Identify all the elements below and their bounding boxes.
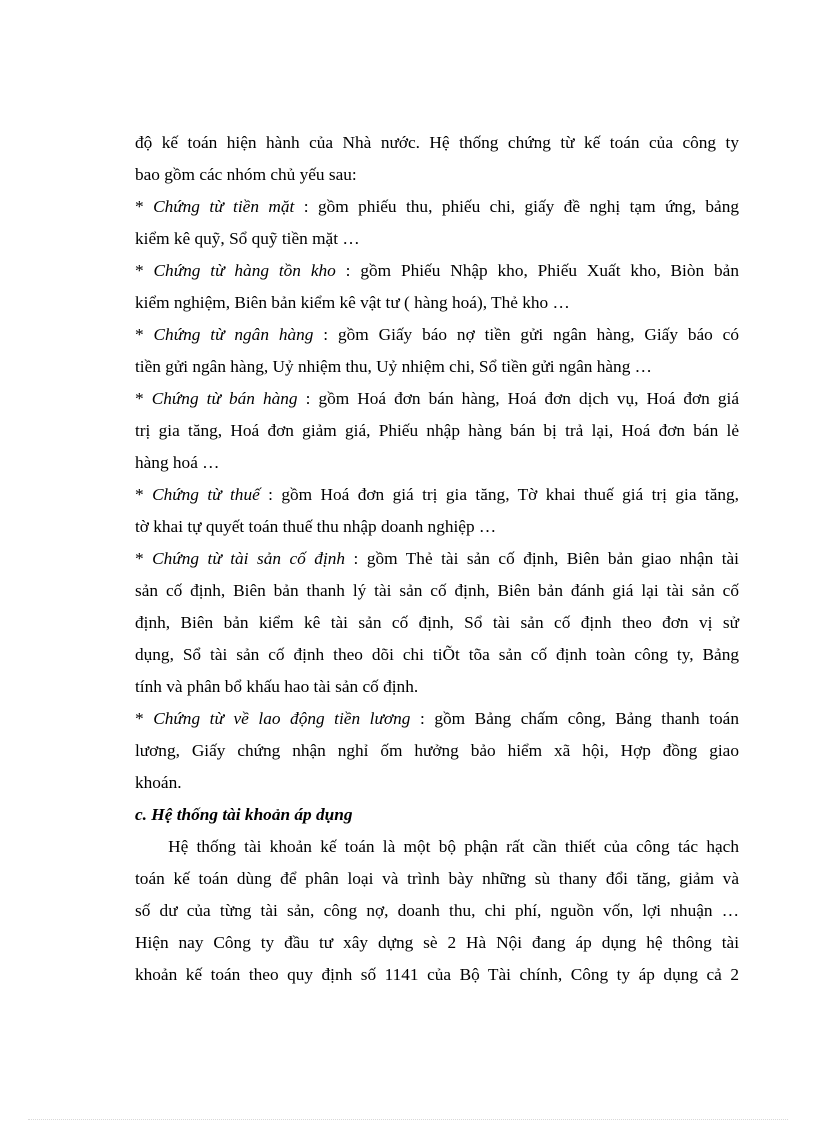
document-body — [135, 127, 739, 991]
bullet-marker: * — [135, 485, 153, 504]
text-line: định, Biên bản kiểm kê tài sản cố định, Sổ tài sản cố định theo đơn vị sử — [135, 613, 739, 632]
bullet-line-inventory-vouchers — [135, 255, 739, 287]
bullet-line-cash-vouchers — [135, 191, 739, 223]
text-line: trị gia tăng, Hoá đơn giảm giá, Phiếu nhập hàng bán bị trả lại, Hoá đơn bán lẻ — [135, 421, 739, 440]
text-line: độ kế toán hiện hành của Nhà nước. Hệ thống chứng từ kế toán của công ty — [135, 133, 739, 152]
text-line: bao gồm các nhóm chủ yếu sau: — [135, 165, 357, 184]
bullet-line-tax-vouchers — [135, 479, 739, 511]
bullet-text: : gồm Giấy báo nợ tiền gửi ngân hàng, Giấy báo có — [313, 325, 739, 344]
bullet-marker: * — [135, 197, 154, 216]
page-footer-divider — [28, 1119, 788, 1120]
bullet-title: Chứng từ về lao động tiền lương — [153, 709, 411, 728]
text-line: khoản kế toán theo quy định số 1141 của Bộ Tài chính, Công ty áp dụng cả 2 — [135, 965, 739, 984]
bullet-text: : gồm Thẻ tài sản cố định, Biên bản giao nhận tài — [345, 549, 739, 568]
bullet-marker: * — [135, 709, 154, 728]
bullet-text: : gồm Bảng chấm công, Bảng thanh toán — [410, 709, 739, 728]
bullet-marker: * — [135, 325, 154, 344]
bullet-marker: * — [135, 261, 154, 280]
text-line: sản cố định, Biên bản thanh lý tài sản cố định, Biên bản đánh giá lại tài sản cố — [135, 581, 739, 600]
text-line: kiểm kê quỹ, Sổ quỹ tiền mặt … — [135, 229, 360, 248]
bullet-text: : gồm phiếu thu, phiếu chi, giấy đề nghị tạm ứng, bảng — [294, 197, 739, 216]
text-line: hàng hoá … — [135, 453, 220, 472]
text-line: lương, Giấy chứng nhận nghỉ ốm hưởng bảo hiểm xã hội, Hợp đồng giao — [135, 741, 739, 760]
bullet-title: Chứng từ ngân hàng — [153, 325, 314, 344]
text-line: Hiện nay Công ty đầu tư xây dựng sè 2 Hà Nội đang áp dụng hệ thông tài — [135, 933, 739, 952]
bullet-title: Chứng từ hàng tồn kho — [153, 261, 336, 280]
bullet-title: Chứng từ thuế — [152, 485, 260, 504]
text-line: tính và phân bổ khấu hao tài sản cố định. — [135, 677, 419, 696]
bullet-marker: * — [135, 389, 152, 408]
text-line: số dư của từng tài sản, công nợ, doanh thu, chi phí, nguồn vốn, lợi nhuận … — [135, 901, 739, 920]
bullet-title: Chứng từ bán hàng — [151, 389, 298, 408]
bullet-line-labor-wage-vouchers — [135, 703, 739, 735]
text-line: khoán. — [135, 773, 182, 792]
text-line: kiểm nghiệm, Biên bản kiểm kê vật tư ( hàng hoá), Thẻ kho … — [135, 293, 570, 312]
bullet-title: Chứng từ tiền mặt — [153, 197, 295, 216]
text-line: tiền gửi ngân hàng, Uỷ nhiệm thu, Uỷ nhiệm chi, Sổ tiền gửi ngân hàng … — [135, 357, 652, 376]
bullet-line-bank-vouchers — [135, 319, 739, 351]
bullet-line-sales-vouchers — [135, 383, 739, 415]
bullet-text: : gồm Hoá đơn giá trị gia tăng, Tờ khai thuế giá trị gia tăng, — [259, 485, 739, 504]
text-line: tờ khai tự quyết toán thuế thu nhập doanh nghiệp … — [135, 517, 497, 536]
bullet-title: Chứng từ tài sản cố định — [152, 549, 346, 568]
bullet-text: : gồm Hoá đơn bán hàng, Hoá đơn dịch vụ, Hoá đơn giá — [297, 389, 739, 408]
text-line: dụng, Sổ tài sản cố định theo dõi chi tiÕt tõa sản cố định toàn công ty, Bảng — [135, 645, 739, 664]
section-heading: c. Hệ thống tài khoản áp dụng — [135, 805, 353, 824]
bullet-line-fixed-asset-vouchers — [135, 543, 739, 575]
text-line: toán kế toán dùng để phân loại và trình bày những sù thany đổi tăng, giảm và — [135, 869, 739, 888]
bullet-text: : gồm Phiếu Nhập kho, Phiếu Xuất kho, Biòn bản — [335, 261, 739, 280]
bullet-marker: * — [135, 549, 153, 568]
paragraph-first-line: Hệ thống tài khoản kế toán là một bộ phận rất cần thiết của công tác hạch — [135, 837, 739, 856]
